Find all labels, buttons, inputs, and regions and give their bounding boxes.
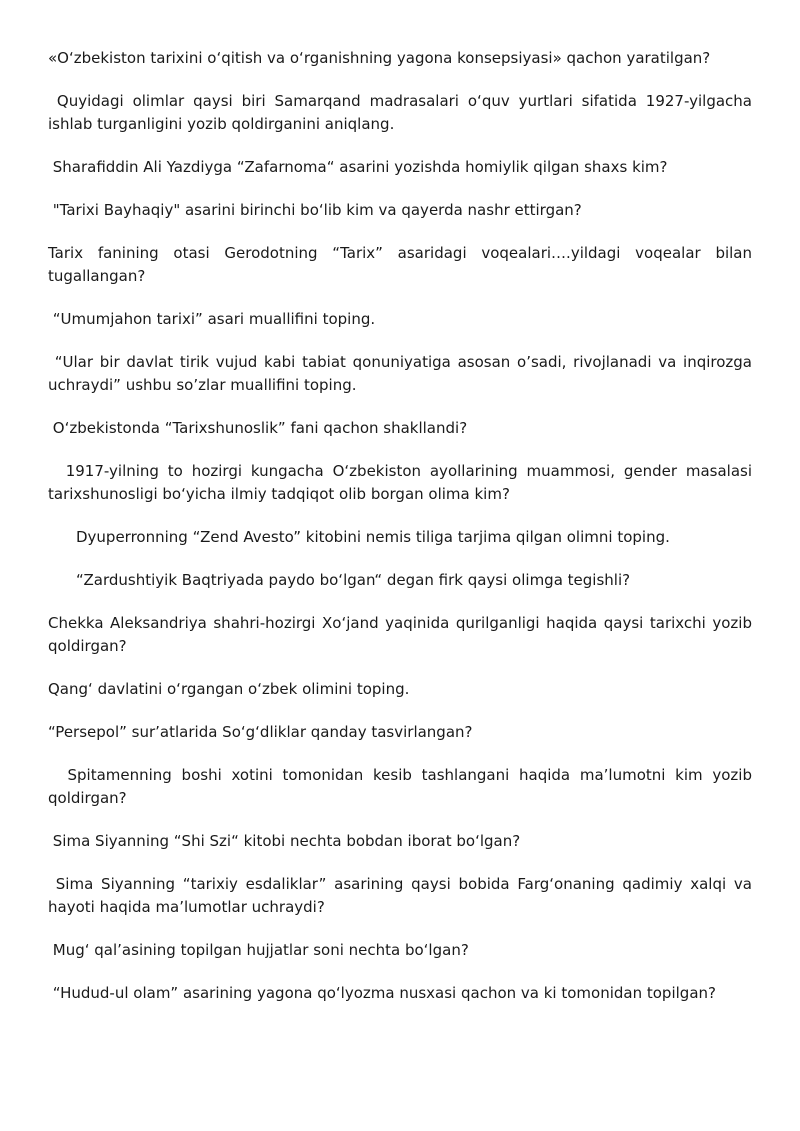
question-5: Tarix fanining otasi Gerodotning “Tarix” asaridagi voqealari….yildagi voqealar bilan tugallangan?	[48, 244, 757, 285]
question-18: Mug‘ qal’asining topilgan hujjatlar soni nechta bo‘lgan?	[48, 941, 469, 959]
question-15: Spitamenning boshi xotini tomonidan kesib tashlangani haqida ma’lumotni kim yozib qoldirgan?	[48, 766, 757, 807]
question-12: Chekka Aleksandriya shahri-hozirgi Xo‘jand yaqinida qurilganligi haqida qaysi tarixchi yozib qoldirgan?	[48, 614, 757, 655]
question-17: Sima Siyanning “tarixiy esdaliklar” asarining qaysi bobida Farg‘onaning qadimiy xalqi va hayoti haqida ma’lumotlar uchraydi?	[48, 875, 757, 916]
question-7: “Ular bir davlat tirik vujud kabi tabiat qonuniyatiga asosan o’sadi, rivojlanadi va inqirozga uchraydi” ushbu so’zlar muallifini toping.	[48, 353, 757, 394]
question-6: “Umumjahon tarixi” asari muallifini toping.	[48, 310, 376, 328]
question-1: «O‘zbekiston tarixini o‘qitish va o‘rganishning yagona konsepsiyasi» qachon yaratilgan?	[48, 49, 711, 67]
question-8: O‘zbekistonda “Tarixshunoslik” fani qachon shakllandi?	[48, 419, 468, 437]
question-9: 1917-yilning to hozirgi kungacha O‘zbekiston ayollarining muammosi, gender masalasi tarixshunosligi bo‘yicha ilmiy tadqiqot olib borgan olima kim?	[48, 462, 757, 503]
question-3: Sharafiddin Ali Yazdiyga “Zafarnoma“ asarini yozishda homiylik qilgan shaxs kim?	[48, 158, 668, 176]
question-14: “Persepol” sur’atlarida So‘g‘dliklar qanday tasvirlangan?	[48, 723, 473, 741]
question-11: “Zardushtiyik Baqtriyada paydo bo‘lgan“ degan firk qaysi olimga tegishli?	[76, 571, 631, 589]
question-13: Qang‘ davlatini o‘rgangan o‘zbek olimini toping.	[48, 680, 410, 698]
question-16: Sima Siyanning “Shi Szi“ kitobi nechta bobdan iborat bo‘lgan?	[48, 832, 521, 850]
question-19: “Hudud-ul olam” asarining yagona qo‘lyozma nusxasi qachon va ki tomonidan topilgan?	[48, 984, 716, 1002]
question-10: Dyuperronning “Zend Avesto” kitobini nemis tiliga tarjima qilgan olimni toping.	[76, 528, 670, 546]
question-4: "Tarixi Bayhaqiy" asarini birinchi bo‘lib kim va qayerda nashr ettirgan?	[48, 201, 582, 219]
question-2: Quyidagi olimlar qaysi biri Samarqand madrasalari o‘quv yurtlari sifatida 1927-yilgacha ishlab turganligini yozib qoldirganini aniqlang.	[48, 92, 757, 133]
document-page	[48, 47, 757, 1025]
